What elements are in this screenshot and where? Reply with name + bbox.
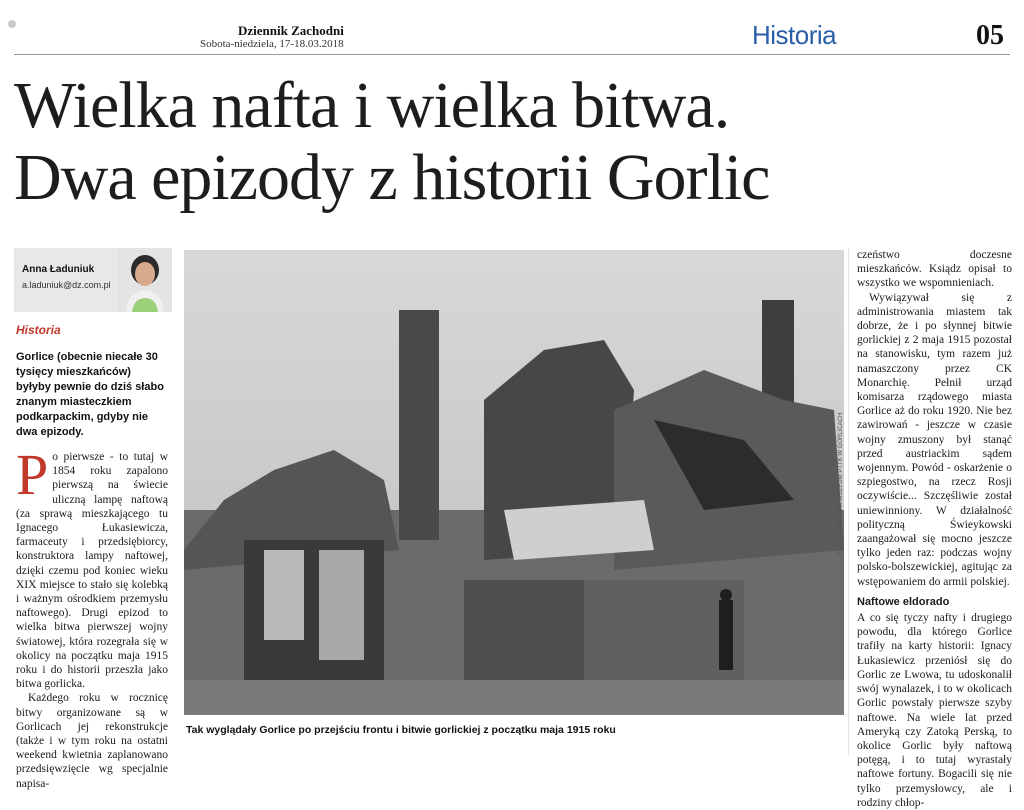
column-divider (848, 248, 849, 755)
author-name: Anna Ładuniuk (22, 264, 95, 275)
lead-paragraph: Gorlice (obecnie niecałe 30 tysięcy mieszkańców) byłyby pewnie do dziś słabo znanym miasteczkiem podkarpackim, gdyby nie dwa epizody. (16, 351, 164, 438)
dropcap: P (16, 442, 49, 507)
photo-caption: Tak wyglądały Gorlice po przejściu frontu i bitwie gorlickiej z początku maja 1915 roku (186, 724, 616, 736)
masthead (200, 24, 350, 51)
headline (14, 70, 1014, 214)
photo-credit: FOT. ZE ZBIORÓW MUZEUM PTTK W GORLICACH (838, 412, 844, 555)
section-title: Historia (752, 20, 837, 50)
publication-name: Dziennik Zachodni (238, 23, 344, 38)
headline-line-1: Wielka nafta i wielka bitwa. (14, 69, 730, 142)
page-dot (8, 20, 16, 28)
avatar (118, 248, 172, 312)
headline-line-2: Dwa epizody z historii Gorlic (14, 141, 770, 214)
page-number: 05 (976, 20, 1004, 51)
body-paragraph: czeństwo doczesne mieszkańców. Ksiądz opisał to wszystko we wspomnieniach. (857, 249, 1012, 290)
body-paragraph: o pierwsze - to tutaj w 1854 roku zapalono pierwszą na świecie uliczną lampę naftową (za sprawą mieszkającego tu Ignacego Łukasiewicza, farmaceuty i przedsiębiorcy, konstruktora lampy naftowej, dzięki czemu pod koniec wieku XIX miejsce to stało się kolebką i ważnym ośrodkiem przemysłu naftowego). Drugi epizod to wielka bitwa pierwszej wojny światowej, która rozegrała się w okolicy na początku maja 1915 roku i do historii przeszła jako bitwa gorlicka. (16, 451, 168, 691)
body-column-left (16, 442, 168, 791)
author-box (14, 248, 172, 312)
issue-date: Sobota-niedziela, 17-18.03.2018 (200, 38, 344, 50)
photo (184, 250, 844, 715)
body-paragraph: Każdego roku w rocznicę bitwy organizowane są w Gorlicach jej rekonstrukcje (także i w tym roku na ostatni weekend kwietnia zaplanowano przedsięwzięcie wg specjalnie napisa- (16, 692, 168, 790)
body-paragraph: A co się tyczy nafty i drugiego powodu, dla którego Gorlice trafiły na karty historii: Ignacy Łukasiewicz przeniósł się do Gorlic ze Lwowa, tu udoskonalił swój wynalazek, i to w okolicach Gorlic powstały pierwsze szyby naftowe. Na wiele lat przed Ameryką czy Zatoką Perską, to okolice Gorlic były naftową potęgą, i to tutaj wyrastały naftowe fortuny. Bogacili się nie tylko przemysłowcy, ale i rodziny chłop- (857, 612, 1012, 809)
header-rule (14, 54, 1010, 55)
author-email: a.laduniuk@dz.com.pl (22, 280, 111, 290)
war-ruins-photo (184, 250, 844, 715)
body-paragraph: Wywiązywał się z administrowania miastem tak dobrze, że i po słynnej bitwie gorlickiej z 2 maja 1915 pozostał na stanowisku, tym razem już namaszczony przez CK Monarchię. Pełnił urząd komisarza rządowego miasta Gorlice aż do roku 1920. Nie bez zawirowań - jeszcze w czasie wojny zmuszony był stanąć przed austriackim sądem wojennym. Powód - oskarżenie o szpiegostwo, na rzecz Rosji oczywiście... Szczęśliwie został uniewinniony. W działalność polityczną Świeykowski zaangażował się mocno jeszcze tylko jeden raz: podczas wojny polsko-bolszewickiej, agitując za wstępowaniem do armii polskiej. (857, 291, 1012, 588)
kicker: Historia (16, 323, 61, 337)
subheading: Naftowe eldorado (857, 595, 950, 608)
body-column-right (857, 248, 1012, 810)
